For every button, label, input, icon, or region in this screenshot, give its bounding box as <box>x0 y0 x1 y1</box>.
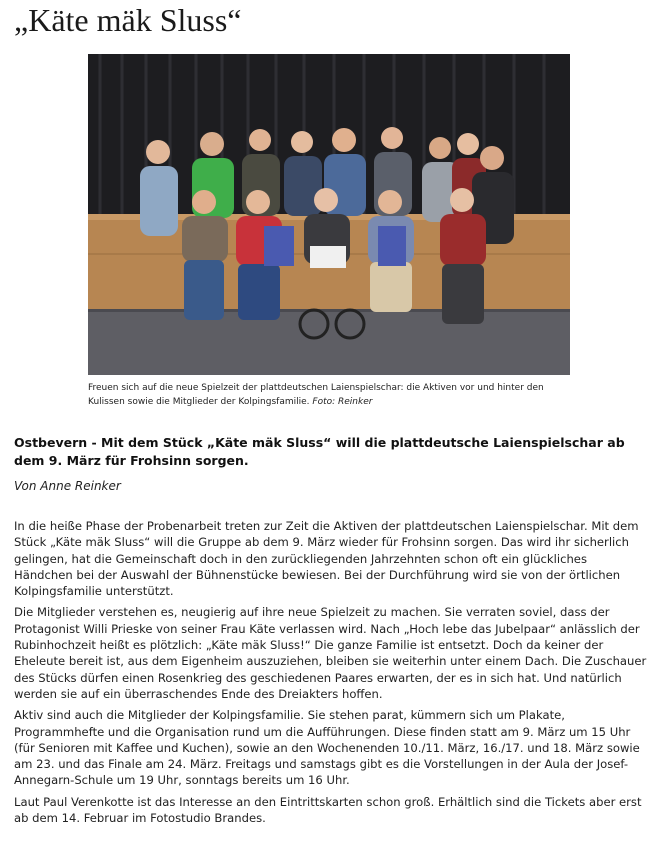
group-photo <box>88 54 570 375</box>
body-paragraph-4: Laut Paul Verenkotte ist das Interesse an den Eintrittskarten schon groß. Erhältlich sind die Tickets aber erst ab dem 14. Februar im Fotostudio Brandes. <box>14 794 642 826</box>
article-body <box>14 518 648 831</box>
body-paragraph-2: Die Mitglieder verstehen es, neugierig auf ihre neue Spielzeit zu machen. Sie verraten soviel, dass der Protagonist Willi Prieske von seiner Frau Käte verlassen wird. Nach „Hoch lebe das Jubelpaar“ anlässlich der Rubinhochzeit heißt es plötzlich: „Käte mäk Sluss!“ Die ganze Familie ist entsetzt. Doch da keiner der Eheleute bereit ist, aus dem Eigenheim auszuziehen, bleiben sie weiterhin unter einem Dach. Die Zuschauer des Stücks dürfen einen Rosenkrieg des geschiedenen Paares erwarten, der es in sich hat. Und natürlich werden sie auf ein überraschendes Ende des Dreiakters hoffen. <box>14 605 647 701</box>
group-photo-illustration <box>88 54 570 375</box>
article-author: Von Anne Reinker <box>14 479 121 493</box>
body-paragraph-3: Aktiv sind auch die Mitglieder der Kolpingsfamilie. Sie stehen parat, kümmern sich um Plakate, Programmhefte und die Organisation rund um die Aufführungen. Diese finden statt am 9. März um 15 Uhr (für Senioren mit Kaffee und Kuchen), sowie an den Wochenenden 10./11. März, 16./17. und 18. März sowie am 23. und das Finale am 24. März. Freitags und samstags gibt es die Vorstellungen in der Aula der Josef-Annegarn-Schule um 19 Uhr, sonntags bereits um 16 Uhr. <box>14 708 640 788</box>
photo-credit: Foto: Reinker <box>312 397 373 407</box>
article-lead: Ostbevern - Mit dem Stück „Käte mäk Sluss“ will die plattdeutsche Laienspielschar ab dem 9. März für Frohsinn sorgen. <box>14 435 625 468</box>
photo-caption-text: Freuen sich auf die neue Spielzeit der plattdeutschen Laienspielschar: die Aktiven vor und hinter den Kulissen sowie die Mitglieder der Kolpingsfamilie. <box>88 383 544 407</box>
body-paragraph-1: In die heiße Phase der Probenarbeit treten zur Zeit die Aktiven der plattdeutschen Laienspielschar. Mit dem Stück „Käte mäk Sluss“ will die Gruppe ab dem 9. März wieder für Frohsinn sorgen. Das wird ihr sicherlich gelingen, hat die Gemeinschaft doch in den zurückliegenden Jahrzehnten schon oft ein glückliches Händchen bei der Auswahl der Bühnenstücke bewiesen. Bei der Durchführung wird sie von der örtlichen Kolpingsfamilie unterstützt. <box>14 519 639 599</box>
photo-caption <box>88 381 578 409</box>
article-title: „Käte mäk Sluss“ <box>14 2 242 38</box>
